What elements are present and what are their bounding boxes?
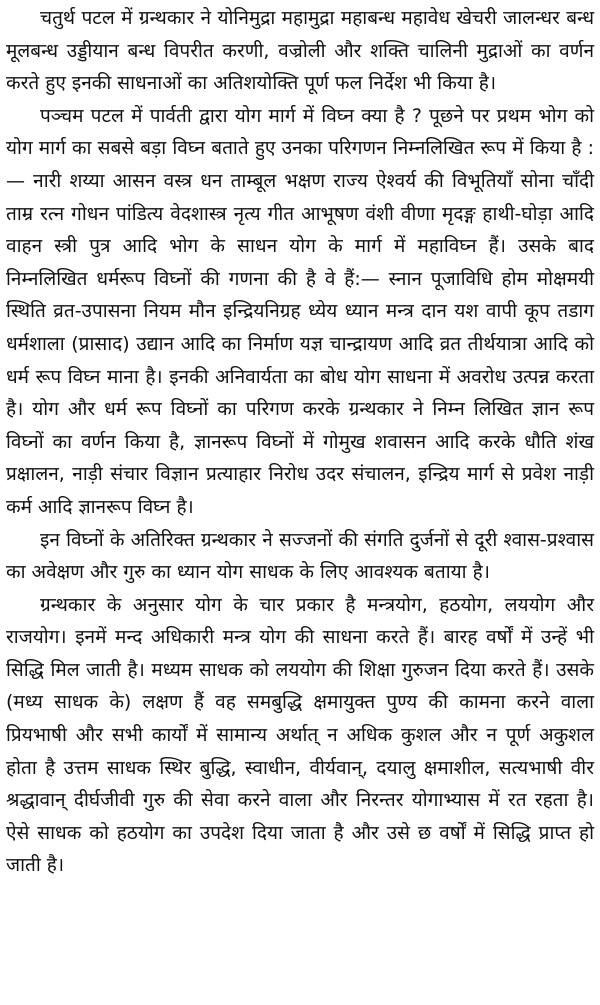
paragraph-patal-4: चतुर्थ पटल में ग्रन्थकार ने योनिमुद्रा महामुद्रा महाबन्ध महावेध खेचरी जालन्धर बन्ध मूलबन्ध उड्डीयान बन्ध विपरीत करणी, वज्रोली और शक्ति चालिनी मुद्राओं का वर्णन करते हुए इनकी साधनाओं का अतिशयोक्ति पूर्ण फल निर्देश भी किया है। [6, 7, 594, 95]
paragraph-yoga-types: ग्रन्थकार के अनुसार योग के चार प्रकार है मन्त्रयोग, हठयोग, लययोग और राजयोग। इनमें मन्द अधिकारी मन्त्र योग की साधना करते हैं। बारह वर्षों में उन्हें भी सिद्धि मिल जाती है। मध्यम साधक को लययोग की शिक्षा गुरुजन दिया करते हैं। उसके (मध्य साधक के) लक्षण हैं वह समबुद्धि क्षमायुक्त पुण्य की कामना करने वाला प्रियभाषी और सभी कार्यों में सामान्य अर्थात् न अधिक कुशल और न पूर्ण अकुशल होता है उत्तम साधक स्थिर बुद्धि, स्वाधीन, वीर्यवान्, दयालु क्षमाशील, सत्यभाषी वीर श्रद्धावान् दीर्घजीवी गुरु की सेवा करने वाला और निरन्तर योगाभ्यास में रत रहता है। ऐसे साधक को हठयोग का उपदेश दिया जाता है और उसे छ वर्षों में सिद्धि प्राप्त हो जाती है। [6, 593, 594, 877]
paragraph-patal-5-obstacles: पञ्चम पटल में पार्वती द्वारा योग मार्ग में विघ्न क्या है ? पूछने पर प्रथम भोग को योग मार्ग का सबसे बड़ा विघ्न बताते हुए उनका परिगणन निम्नलिखित रूप में किया है :— नारी शय्या आसन वस्त्र धन ताम्बूल भक्षण राज्य ऐश्वर्य की विभूतियाँ सोना चाँदी ताम्र रत्न गोधन पांडित्य वेदशास्त्र नृत्य गीत आभूषण वंशी वीणा मृदङ्ग हाथी-घोड़ा आदि वाहन स्त्री पुत्र आदि भोग के साधन योग के मार्ग में महाविघ्न हैं। उसके बाद निम्नलिखित धर्मरूप विघ्नों की गणना की है वे हैं:— स्नान पूजाविधि होम मोक्षमयी स्थिति व्रत-उपासना नियम मौन इन्द्रियनिग्रह ध्येय ध्यान मन्त्र दान यश वापी कूप तडाग धर्मशाला (प्रासाद) उद्यान आदि का निर्माण यज्ञ चान्द्रायण आदि व्रत तीर्थयात्रा आदि को धर्म रूप विघ्न माना है। इनकी अनिवार्यता का बोध योग साधना में अवरोध उत्पन्न करता है। योग और धर्म रूप विघ्नों का परिगण करके ग्रन्थकार ने निम्न लिखित ज्ञान रूप विघ्नों का वर्णन किया है, ज्ञानरूप विघ्नों में गोमुख शवासन आदि करके धौति शंख प्रक्षालन, नाड़ी संचार विज्ञान प्रत्याहार निरोध उदर संचालन, इन्द्रिय मार्ग से प्रवेश नाड़ी कर्म आदि ज्ञानरूप विघ्न है। [6, 104, 594, 518]
paragraph-additional-requirements: इन विघ्नों के अतिरिक्त ग्रन्थकार ने सज्जनों की संगति दुर्जनों से दूरी श्वास-प्रश्वास का अवेक्षण और गुरु का ध्यान योग साधक के लिए आवश्यक बताया है। [6, 528, 594, 584]
